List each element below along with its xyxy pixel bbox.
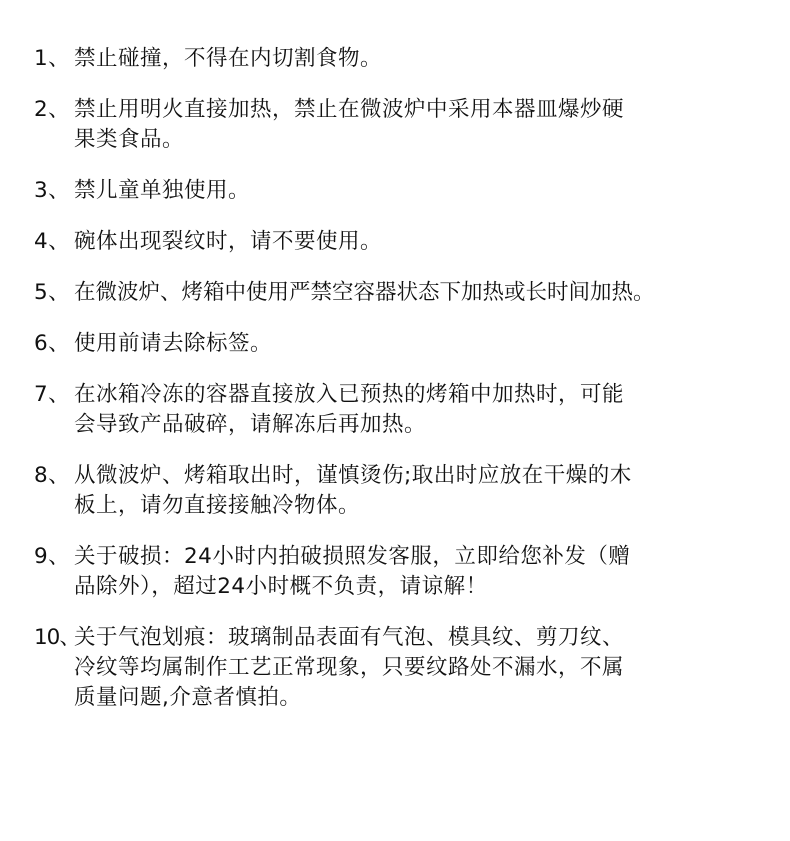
notice-number: 2、	[34, 97, 71, 122]
notice-item-4	[34, 227, 784, 257]
notice-number: 7、	[34, 382, 71, 407]
notice-number: 10、	[34, 625, 80, 650]
notice-number: 6、	[34, 331, 71, 356]
notice-item-6	[34, 329, 784, 359]
notice-text: 碗体出现裂纹时，请不要使用。	[74, 229, 383, 254]
notice-text: 从微波炉、烤箱取出时，谨慎烫伤;取出时应放在干燥的木 板上，请勿直接接触冷物体。	[74, 463, 632, 518]
notice-item-2	[34, 95, 784, 155]
notice-number: 3、	[34, 178, 71, 203]
notice-number: 8、	[34, 463, 71, 488]
notice-item-7	[34, 380, 784, 440]
notice-text: 关于破损：24小时内拍破损照发客服，立即给您补发（赠 品除外），超过24小时概不负责，请谅解！	[74, 544, 631, 599]
notice-item-1	[34, 44, 784, 74]
notice-text: 禁止碰撞，不得在内切割食物。	[74, 46, 383, 71]
notice-item-10	[34, 623, 784, 713]
notice-text: 在冰箱冷冻的容器直接放入已预热的烤箱中加热时，可能 会导致产品破碎，请解冻后再加热。	[74, 382, 625, 437]
notice-text: 禁儿童单独使用。	[74, 178, 251, 203]
notice-text: 在微波炉、烤箱中使用严禁空容器状态下加热或长时间加热。	[74, 280, 655, 305]
notice-text: 禁止用明火直接加热，禁止在微波炉中采用本器皿爆炒硬 果类食品。	[74, 97, 625, 152]
notice-number: 5、	[34, 280, 71, 305]
notice-item-5	[34, 278, 784, 308]
notice-item-9	[34, 542, 784, 602]
notice-number: 9、	[34, 544, 71, 569]
notice-text: 使用前请去除标签。	[74, 331, 273, 356]
notice-number: 1、	[34, 46, 71, 71]
notice-item-8	[34, 461, 784, 521]
notice-item-3	[34, 176, 784, 206]
notice-number: 4、	[34, 229, 71, 254]
notice-text: 关于气泡划痕：玻璃制品表面有气泡、模具纹、剪刀纹、 冷纹等均属制作工艺正常现象，只要纹路处不漏水，不属 质量问题,介意者慎拍。	[74, 625, 625, 710]
